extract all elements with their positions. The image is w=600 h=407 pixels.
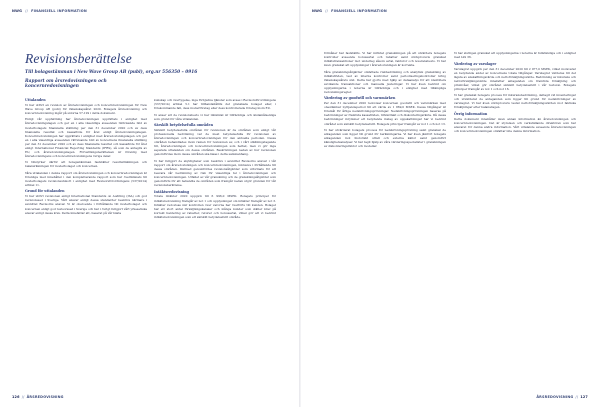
body-paragraph: Våra uttalanden i denna rapport om årsredovisningen och koncernredovisningen är förenliga med innehållet i den kompletterande rapport som har överlämnats till moderbolagets revisionsutskott i enlighet med Revisorsförordningens (537/2014) artikel 11. [25,170,147,187]
right-column-2 [454,51,576,388]
left-column-2 [154,98,276,388]
brand-logo: NWG [312,9,323,13]
body-paragraph: förmåner har fastställts. Vi har inriktat granskningen på att utvärdera bolagets kontroller avseende bonusavtal och rabatter samt stickprovsvis granskat intäktstransaktioner mot underlag såsom avtal, fakturor och leveransbevis. Vi har även granskat att upplysningar i årsredovisningen är korrekta. [324,51,446,68]
body-paragraph: Vi anser att de revisionsbevis vi har inhämtat är tillräckliga och ändamålsenliga som grund för våra uttalanden. [154,112,276,121]
left-column-1 [25,98,147,388]
brand-logo: NWG [12,9,23,13]
body-paragraph: Särskilt betydelsefulla områden för revisionen är de områden som enligt vår professionella bedömning var de mest betydelsefulla för revisionen av årsredovisningen och koncernredovisningen för den aktuella perioden. Dessa områden behandlades inom ramen för revisionen av, och i vårt ställningstagande till, årsredovisningen och koncernredovisningen som helhet, men vi gör inga separata uttalanden om dessa områden. Beskrivningen nedan av hur revisionen genomfördes inom dessa områden ska läsas i detta sammanhang. [154,128,276,157]
section-heading: Särskilt betydelsefulla områden [154,123,213,128]
section-label: FINANSIELL INFORMATION [31,9,87,13]
body-paragraph: Vi har utfört en revision av årsredovisningen och koncernredovisningen för New Wave Group AB (publ) för räkenskapsåret 2020. Bolagets årsredovisning och koncernredovisning ingår på sidorna 57-129 i detta dokument. [25,102,147,115]
footer-right: ÅRSREDOVISNING // 127 [536,395,588,399]
section-label: FINANSIELL INFORMATION [331,9,387,13]
report-heading: Rapport om årsredovisningen och koncernredovisningen [25,79,107,90]
footer-label: ÅRSREDOVISNING [536,395,574,399]
page-number: 126 [12,395,20,399]
section-heading: Intäktsredovisning [154,189,189,194]
body-paragraph: Vi har utfört revisionen enligt International Standards on Auditing (ISA) och god revisionssed i Sverige. Vårt ansvar enligt dessa standarder beskrivs närmare i avsnittet Revisorns ansvar. Vi är oberoende i förhållande till moderbolaget och koncernen enligt god revisorssed i Sverige och har i övrigt fullgjort vårt yrkesetiska ansvar enligt dessa krav. Detta innefattar att, baserat på vår bästa [25,194,147,215]
body-paragraph: Vi har slutligen granskat att upplysningarna i noterna är fullständiga och i enlighet med IAS 36. [454,51,576,60]
footer-left: 126 // ÅRSREDOVISNING [12,395,64,399]
right-page [300,0,600,407]
section-heading: Värdering av varulager [454,61,497,66]
page-title: Revisionsberättelse [25,51,132,66]
body-paragraph: Enligt vår uppfattning har årsredovisningen upprättats i enlighet med årsredovisningslagen och ger en i alla väsentliga avseenden rättvisande bild av moderbolagets finansiella ställning per den 31 december 2020 och av dess finansiella resultat och kassaflöde för året enligt årsredovisningslagen. Koncernredovisningen har upprättats i enlighet med årsredovisningslagen och ger en i alla väsentliga avseenden rättvisande bild av koncernens finansiella ställning per den 31 december 2020 och av dess finansiella resultat och kassaflöde för året enligt International Financial Reporting Standards (IFRS), så som de antagits av EU, och årsredovisningslagen. Förvaltningsberättelsen är förenlig med årsredovisningens och koncernredovisningens övriga delar. [25,117,147,158]
body-paragraph: Vi har utvärderat bolagets process för nedskrivningsprövning samt granskat de antaganden som ligger till grund för beräkningarna. Vi har även jämfört bolagets antaganden mot historiskt utfall och externa källor samt genomfört känslighetsanalyser. Vi har tagit hjälp av våra värderingsspecialister i granskningen av diskonteringsräntor och modeller. [324,127,446,149]
section-heading: Uttalanden [25,98,46,102]
right-column-1 [324,51,446,388]
body-paragraph: Våra granskningsåtgärder omfattade riskbedömning och analytisk granskning av intäktsflöden, test av interna kontroller samt periodiseringskontroller kring räkenskapsårets slut. Detta har gjorts med hjälp av dataanalys för att identifiera avvikande transaktioner och manuella justeringar. Vi har även bedömt om upplysningarna i noterna är tillräckliga och i enlighet med tillämpliga redovisningsregler. [324,69,446,94]
body-paragraph: Vi tillstyrker därför att bolagsstämman fastställer resultaträkningen och balansräkningen för moderbolaget och koncernen. [25,160,147,169]
body-paragraph: Per den 31 december 2020 redovisar koncernen goodwill och varumärken med obestämbar nyttjandeperiod till ett värde av 1 869,0 MSEK. Dessa tillgångar är föremål för årliga nedskrivningsprövningar. Nedskrivningsprövningen baseras på bedömningar av framtida kassaflöden, tillväxttakt och diskonteringsränta. Då dessa bedömningar inrymmer ett betydande inslag av uppskattningar har vi bedömt området som särskilt betydelsefullt. Bolagets principer framgår av not 1 och not 13. [324,101,446,126]
running-head-right: NWG // FINANSIELL INFORMATION [312,9,387,13]
section-heading: Grund för uttalanden [25,189,65,194]
section-heading: Värdering av goodwill och varumärken [324,96,396,101]
body-paragraph: Vi har fullgjort de skyldigheter som beskrivs i avsnittet Revisorns ansvar i vår rapport om årsredovisningen och koncernredovisningen, inklusive i förhållande till dessa områden. Därmed genomfördes revisionsåtgärder som utformats för att besvara vår bedömning av risk för väsentliga fel i årsredovisningen och koncernredovisningen. Utfallet av vår granskning och de granskningsåtgärder som genomförts för att behandla de områden som framgår nedan utgör grunden för vår revisionsberättelse. [154,158,276,188]
section-heading: Övrig information [454,111,488,116]
body-paragraph: Detta dokument innehåller även annan information än årsredovisningen och koncernredovisningen. Det är styrelsen och verkställande direktören som har ansvaret för denna andra information. Vårt uttalande avseende årsredovisningen och koncernredovisningen omfattar inte denna information. [454,116,576,133]
body-paragraph: Varulagret uppgick per den 31 december 2020 till 2 977,0 MSEK, vilket motsvarar en betydande andel av koncernens totala tillgångar. Varulagret värderas till det lägsta av anskaffningsvärde och nettoförsäljningsvärde. Bedömning av inkurans och nettoförsäljningsvärde innefattar antaganden om framtida försäljning och prisnivåer, vilket gör området särskilt betydelsefullt i vår revision. Bolagets principer framgår av not 1 och not 16. [454,66,576,91]
body-paragraph: kunskap och övertygelse, inga förbjudna tjänster som avses i Revisorsförordningens (537/2014) artikel 5.1 har tillhandahållits det granskade bolaget eller, i förekommande fall, dess moderföretag eller dess kontrollerade företag inom EU. [154,98,276,111]
page-number: 127 [580,395,588,399]
body-paragraph: Vi har granskat bolagets process för inkuransbedömning, deltagit vid inventeringar och utvärderat de antaganden som ligger till grund för nedskrivningar av varulagret. Vi har även stickprovsvis testat nettoförsäljningsvärden mot faktiska försäljningar efter balansdagen. [454,93,576,110]
body-paragraph: Totala intäkter 2020 uppgick till 6 996,0 MSEK. Bolagets principer för intäktsredovisning framgår av not 1 och upplysningar om intäkter framgår av not 3. Intäkter redovisas när kontrollen över varorna har överförts till kunden. Bolaget har ett stort antal försäljningskanaler och många kunder som ställer krav på korrekt hantering av rabatter, returer och bonusavtal, vilket gör att vi bedömt intäktsredovisningen som ett särskilt betydelsefullt område. [154,194,276,219]
running-head-left: NWG // FINANSIELL INFORMATION [12,9,87,13]
footer-label: ÅRSREDOVISNING [26,395,64,399]
page-subtitle: Till bolagsstämman i New Wave Group AB (publ), org.nr 556350 – 0916 [25,70,198,75]
